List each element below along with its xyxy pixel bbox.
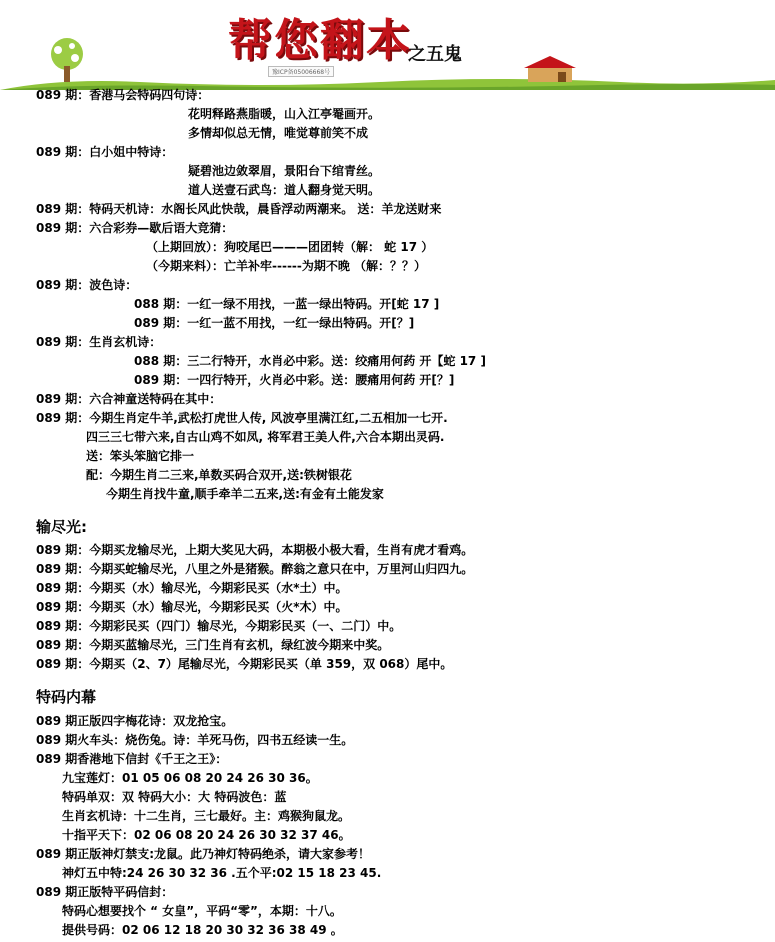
site-logo: 帮您翻本 — [228, 15, 412, 66]
text-line: 089 期：今期买蓝输尽光，三门生肖有玄机，绿红波今期来中奖。 — [36, 638, 390, 652]
text-line: 089 期：香港马会特码四句诗： — [36, 88, 210, 102]
text-line: 配：今期生肖二三来,单数买码合双开,送:铁树银花 — [86, 468, 352, 482]
text-line: 疑碧池边敛翠眉，景阳台下绾青丝。 — [188, 164, 381, 178]
text-line: 089 期香港地下信封《千王之王》： — [36, 752, 228, 766]
text-line: 089 期：生肖玄机诗： — [36, 335, 162, 349]
text-line: 089 期：白小姐中特诗： — [36, 145, 174, 159]
text-line: 089 期：今期彩民买（四门）输尽光，今期彩民买（一、二门）中。 — [36, 619, 402, 633]
text-line: 089 期：波色诗： — [36, 278, 138, 292]
text-line: 088 期：一红一绿不用找，一蓝一绿出特码。开[蛇 17 ] — [134, 297, 440, 311]
text-line: 089 期正版特平码信封： — [36, 885, 174, 899]
text-line: 089 期正版四字梅花诗：双龙抢宝。 — [36, 714, 234, 728]
text-line: 089 期：今期生肖定牛羊,武松打虎世人传, 风波亭里满江红,二五相加一七开. — [36, 411, 448, 425]
header-banner — [0, 0, 775, 92]
text-line: 九宝莲灯：01 05 06 08 20 24 26 30 36。 — [62, 771, 318, 785]
text-line: 089 期：六合神童送特码在其中： — [36, 392, 222, 406]
text-line: 四三三七带六来,自古山鸡不如凤, 将军君王美人件,六合本期出灵码. — [86, 430, 445, 444]
text-line: 089 期：今期买蛇输尽光，八里之外是猪猴。醉翁之意只在中，万里河山归四九。 — [36, 562, 474, 576]
text-line: 088 期：三二行特开，水肖必中彩。送：绞痛用何药 开【蛇 17 ] — [134, 354, 486, 368]
text-line: 特码单双：双 特码大小：大 特码波色：蓝 — [62, 790, 287, 804]
text-line: 神灯五中特:24 26 30 32 36 .五个平:02 15 18 23 45. — [62, 866, 382, 880]
tree-icon — [42, 36, 92, 82]
text-line: 089 期正版神灯禁支:龙鼠。此乃神灯特码绝杀，请大家参考！ — [36, 847, 371, 861]
text-line: 花明释路燕脂暖，山入江亭罨画开。 — [188, 107, 381, 121]
text-line: 089 期：六合彩券—歇后语大竞猜： — [36, 221, 234, 235]
text-line: 生肖玄机诗：十二生肖，三七最好。主：鸡猴狗鼠龙。 — [62, 809, 351, 823]
text-line: 送：笨头笨脑它排一 — [86, 449, 195, 463]
text-line: 089 期：一红一蓝不用找，一红一绿出特码。开[？] — [134, 316, 415, 330]
text-line: 089 期火车头：烧伤兔。诗：羊死马伤，四书五经读一生。 — [36, 733, 354, 747]
text-line: 今期生肖找牛童,顺手牵羊二五来,送:有金有土能发家 — [106, 487, 384, 501]
text-line: 多情却似总无情，唯觉尊前笑不成 — [188, 126, 369, 140]
section-heading: 特码内幕 — [36, 688, 97, 706]
text-line: 089 期：一四行特开，火肖必中彩。送：腰痛用何药 开[？] — [134, 373, 455, 387]
text-line: 道人送壹石武鸟：道人翻身觉天明。 — [188, 183, 381, 197]
text-line: （今期来料）：亡羊补牢------为期不晚 （解：？？） — [146, 259, 427, 273]
text-line: 提供号码：02 06 12 18 20 30 32 36 38 49 。 — [62, 923, 343, 937]
text-line: 089 期：今期买（2、7）尾输尽光，今期彩民买（单 359，双 068）尾中。 — [36, 657, 453, 671]
text-line: 特码心想要找个 “ 女皇”，平码“零”，本期：十八。 — [62, 904, 342, 918]
text-line: 089 期：今期买（水）输尽光，今期彩民买（火*木）中。 — [36, 600, 348, 614]
text-line: 089 期：特码天机诗：水阁长风此快哉，晨昏浮动两潮来。 送：羊龙送财来 — [36, 202, 442, 216]
section-heading: 输尽光: — [36, 518, 87, 536]
icp-number: 豫ICP备05006668号 — [268, 66, 334, 77]
house-icon — [520, 54, 590, 84]
text-line: 089 期：今期买（水）输尽光，今期彩民买（水*土）中。 — [36, 581, 348, 595]
text-line: （上期回放）：狗咬尾巴———团团转（解： 蛇 17 ） — [146, 240, 434, 254]
text-line: 十指平天下：02 06 08 20 24 26 30 32 37 46。 — [62, 828, 351, 842]
text-line: 089 期：今期买龙输尽光，上期大奖见大码，本期极小极大看，生肖有虎才看鸡。 — [36, 543, 474, 557]
site-logo-suffix: 之五鬼 — [408, 44, 462, 65]
